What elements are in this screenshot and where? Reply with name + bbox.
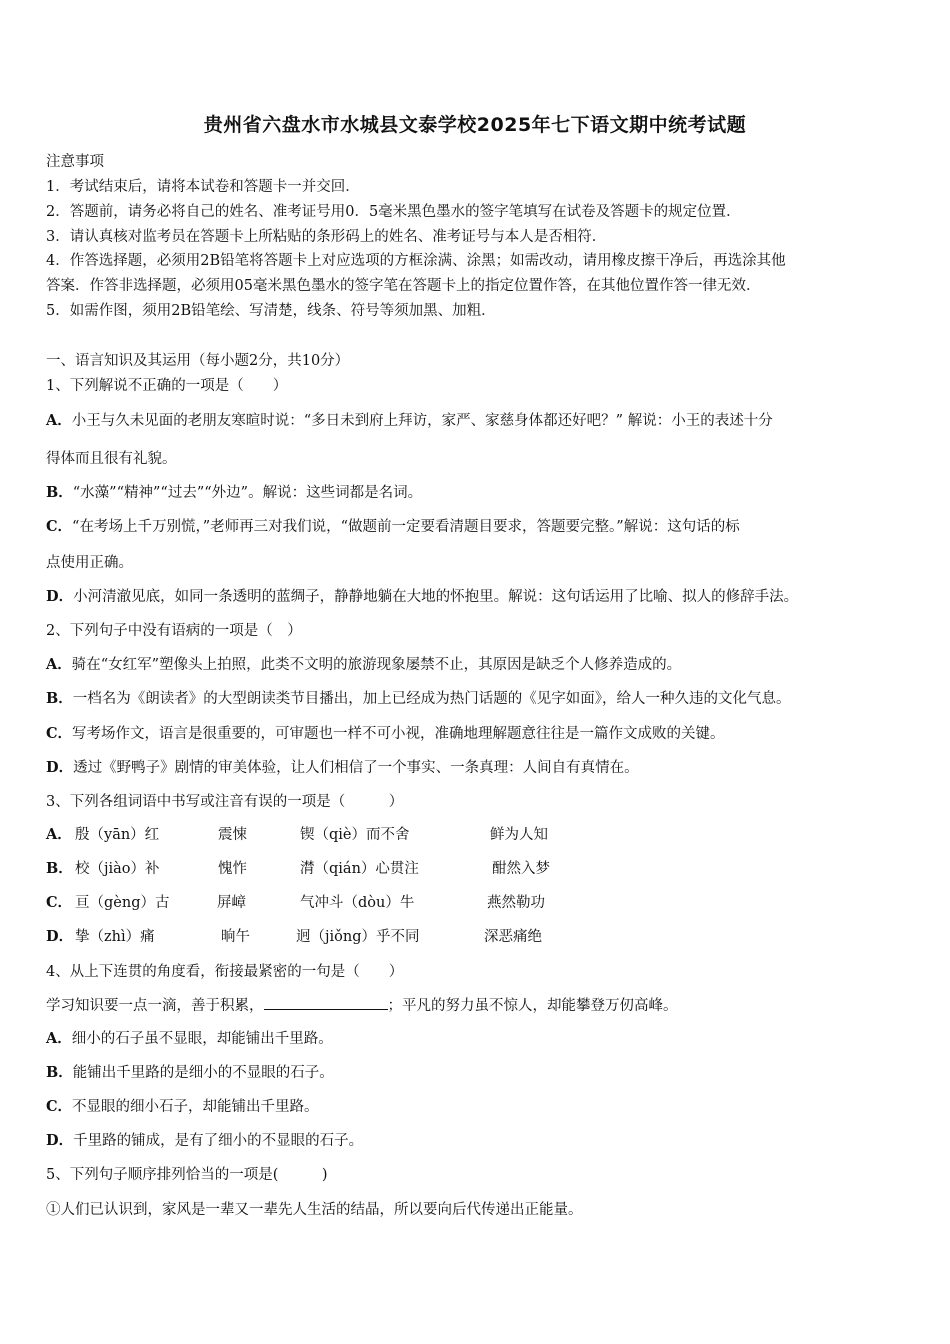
word-cell: 酣然入梦 [492,861,550,877]
question-stem: 3、下列各组词语中书写或注音有误的一项是（ ） [46,794,404,810]
option-text: 骑在“女红军”塑像头上拍照，此类不文明的旅游现象屡禁不止，其原因是缺乏个人修养造成的。 [71,657,682,673]
option-d [46,758,639,778]
option-text: 写考场作文，语言是很重要的，可审题也一样不可小视，准确地理解题意往往是一篇作文成败的关键。 [72,726,725,742]
word-cell: 亘（gèng）古 [75,895,170,911]
question-stem: 4、从上下连贯的角度看，衔接最紧密的一句是（ ） [46,964,404,980]
option-text: 小王与久未见面的老朋友寒暄时说：“多日未到府上拜访，家严、家慈身体都还好吧？” 解说：小王的表述十分 [71,413,773,429]
option-a [46,1029,333,1049]
option-text: “在考场上千万别慌，”老师再三对我们说，“做题前一定要看清题目要求，答题要完整。”解说：这句话的标 [72,519,740,535]
notice-item: 1．考试结束后，请将本试卷和答题卡一并交回． [46,179,360,195]
option-text: 千里路的铺成，是有了细小的不显眼的石子。 [73,1133,364,1149]
option-label: D． [46,588,74,605]
option-label: C． [46,518,73,535]
option-text: 一档名为《朗读者》的大型朗读类节目播出，加上已经成为热门话题的《见字如面》，给人一种久违的文化气息。 [72,691,791,707]
option-text: 透过《野鸭子》剧情的审美体验，让人们相信了一个事实、一条真理：人间自有真情在。 [73,760,639,776]
word-cell: 鲜为人知 [490,827,548,843]
option-label: C． [46,894,73,911]
word-cell: 晌午 [221,929,250,945]
question-stem: 1、下列解说不正确的一项是（ ） [46,378,288,394]
word-cell: 潸（qián）心贯注 [300,861,419,877]
word-cell: 愧怍 [218,861,247,877]
word-cell: 震悚 [218,827,247,843]
word-cell: 校（jiào）补 [75,861,160,877]
option-text: “水藻”“精神”“过去”“外边”。解说：这些词都是名词。 [72,485,423,501]
option-label: D． [46,759,74,776]
word-cell: 屏嶂 [217,895,246,911]
notice-heading: 注意事项 [46,154,104,170]
option-text: 不显眼的细小石子，却能铺出千里路。 [72,1099,319,1115]
question-stem: 5、下列句子顺序排列恰当的一项是( ) [46,1167,328,1183]
word-cell: 燕然勒功 [487,895,545,911]
option-label: A． [46,412,72,429]
option-a [46,655,681,675]
sentence-item: ①人们已认识到，家风是一辈又一辈先人生活的结晶，所以要向后代传递出正能量。 [46,1202,583,1218]
option-label: D． [46,1132,74,1149]
word-cell: 迥（jiǒng）乎不同 [296,929,420,945]
word-cell: 气冲斗（dòu）牛 [300,895,415,911]
question-stem: 2、下列句子中没有语病的一项是（ ） [46,623,302,639]
sentence-part: 学习知识要一点一滴，善于积累， [46,998,264,1014]
option-text: 能铺出千里路的是细小的不显眼的石子。 [72,1065,334,1081]
word-cell: 殷（yān）红 [75,827,160,843]
option-label: D． [46,928,74,945]
option-continuation: 得体而且很有礼貌。 [46,451,177,467]
notice-item: 答案．作答非选择题，必须用05毫米黑色墨水的签字笔在答题卡上的指定位置作答，在其他位置作答一律无效． [46,278,761,294]
option-b [46,483,422,503]
option-a [46,411,773,431]
sentence-part: ；平凡的努力虽不惊人，却能攀登万仞高峰。 [387,998,678,1014]
option-c [46,517,740,537]
option-label: B． [46,484,73,501]
option-d [46,587,798,607]
option-label: A． [46,826,72,843]
word-cell: 挚（zhì）痛 [75,929,155,945]
word-cell: 深恶痛绝 [484,929,542,945]
option-b [46,1063,334,1083]
option-label: B． [46,860,73,877]
section-heading: 一、语言知识及其运用（每小题2分，共10分） [46,353,350,369]
option-label: A． [46,656,72,673]
option-label: A． [46,1030,72,1047]
option-d [46,1131,363,1151]
word-cell: 锲（qiè）而不舍 [300,827,410,843]
answer-blank [264,995,388,1010]
option-b [46,689,791,709]
question-sentence [46,995,678,1016]
option-c [46,1097,319,1117]
notice-item: 4．作答选择题，必须用2B铅笔将答题卡上对应选项的方框涂满、涂黑；如需改动，请用橡皮擦干净后，再选涂其他 [46,253,786,269]
option-continuation: 点使用正确。 [46,555,133,571]
option-label: B． [46,1064,73,1081]
option-text: 细小的石子虽不显眼，却能铺出千里路。 [71,1031,333,1047]
option-label: C． [46,725,73,742]
notice-item: 5．如需作图，须用2B铅笔绘、写清楚，线条、符号等须加黑、加粗． [46,303,496,319]
option-label: B． [46,690,73,707]
option-c [46,724,725,744]
option-label: C． [46,1098,73,1115]
option-text: 小河清澈见底，如同一条透明的蓝绸子，静静地躺在大地的怀抱里。解说：这句话运用了比喻、拟人的修辞手法。 [73,589,799,605]
notice-item: 3．请认真核对监考员在答题卡上所粘贴的条形码上的姓名、准考证号与本人是否相符． [46,229,607,245]
page-title: 贵州省六盘水市水城县文泰学校2025年七下语文期中统考试题 [203,114,747,136]
notice-item: 2．答题前，请务必将自己的姓名、准考证号用0．5毫米黑色墨水的签字笔填写在试卷及答题卡的规定位置． [46,204,741,220]
